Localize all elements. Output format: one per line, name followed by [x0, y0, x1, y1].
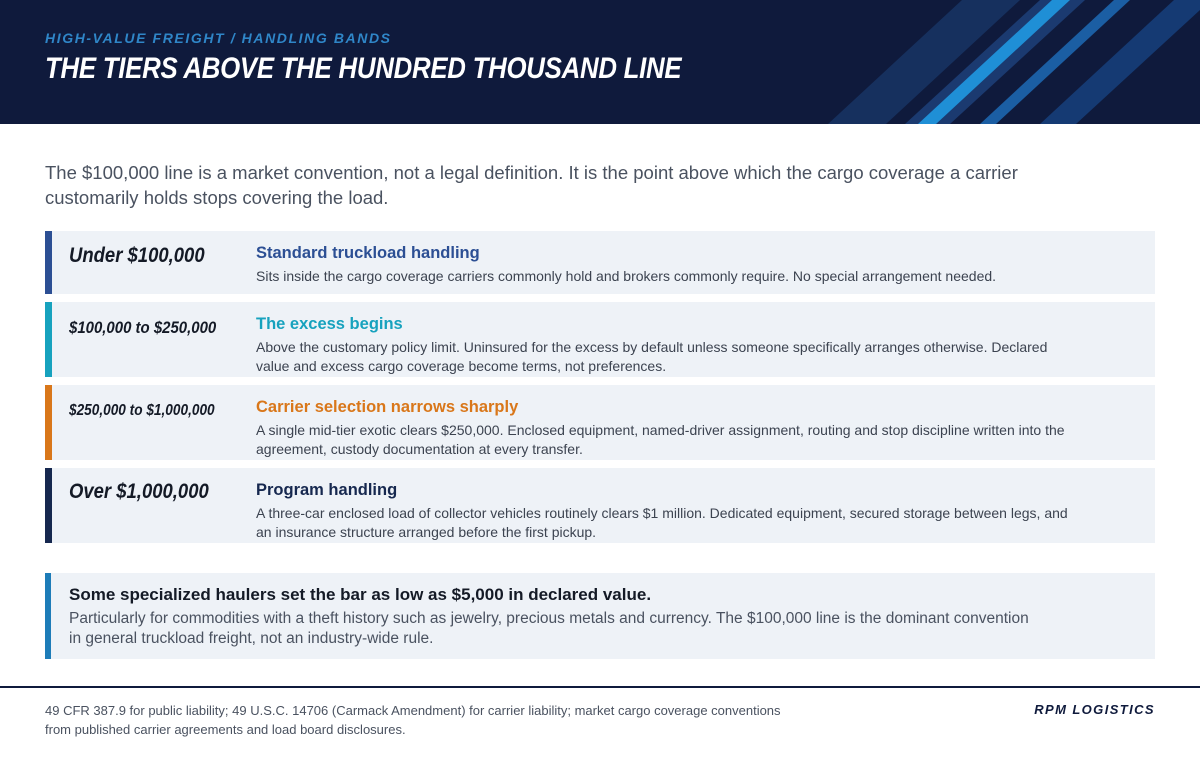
tier-accent-bar — [45, 385, 52, 460]
brand-label: RPM LOGISTICS — [1034, 702, 1155, 717]
tier-accent-bar — [45, 302, 52, 377]
page-title: THE TIERS ABOVE THE HUNDRED THOUSAND LINE — [45, 52, 682, 85]
tier-name: Program handling — [256, 481, 398, 499]
callout-note — [45, 573, 1155, 659]
tier-description: Above the customary policy limit. Uninsured for the excess by default unless someone specifically arranges otherwise. Declared value and excess cargo coverage become terms, not preferences. — [256, 339, 1048, 374]
tier-under-100k — [45, 231, 1155, 294]
intro-paragraph: The $100,000 line is a market convention, not a legal definition. It is the point above which the cargo coverage a carrier customarily holds stops covering the load. — [45, 162, 1018, 208]
footer-divider — [0, 686, 1200, 688]
tier-name: Standard truckload handling — [256, 244, 480, 262]
source-citation: 49 CFR 387.9 for public liability; 49 U.S.C. 14706 (Carmack Amendment) for carrier liability; market cargo coverage conventions from published carrier agreements and load board disclosures. — [45, 703, 781, 737]
note-body: Particularly for commodities with a theft history such as jewelry, precious metals and currency. The $100,000 line is the dominant convention in general truckload freight, not an industry-wide rule. — [69, 610, 1029, 647]
tier-description: Sits inside the cargo coverage carriers commonly hold and brokers commonly require. No special arrangement needed. — [256, 268, 997, 284]
page-header — [0, 0, 1200, 124]
tier-accent-bar — [45, 231, 52, 294]
note-accent-bar — [45, 573, 51, 659]
tier-range: $100,000 to $250,000 — [69, 318, 217, 337]
tier-over-1m — [45, 468, 1155, 543]
tier-description: A single mid-tier exotic clears $250,000. Enclosed equipment, named-driver assignment, routing and stop discipline written into the agreement, custody documentation at every transfer. — [256, 422, 1065, 457]
tier-accent-bar — [45, 468, 52, 543]
tier-250k-to-1m — [45, 385, 1155, 460]
tier-range: Under $100,000 — [69, 244, 205, 267]
header-eyebrow: HIGH-VALUE FREIGHT / HANDLING BANDS — [45, 30, 392, 46]
tier-name: Carrier selection narrows sharply — [256, 398, 519, 416]
tier-name: The excess begins — [256, 315, 403, 333]
tier-100k-to-250k — [45, 302, 1155, 377]
tier-range: Over $1,000,000 — [69, 480, 209, 503]
tier-description: A three-car enclosed load of collector vehicles routinely clears $1 million. Dedicated equipment, secured storage between legs, and an insurance structure arranged before the first pickup. — [256, 505, 1068, 540]
tier-range: $250,000 to $1,000,000 — [69, 402, 215, 419]
note-title: Some specialized haulers set the bar as low as $5,000 in declared value. — [69, 585, 652, 604]
